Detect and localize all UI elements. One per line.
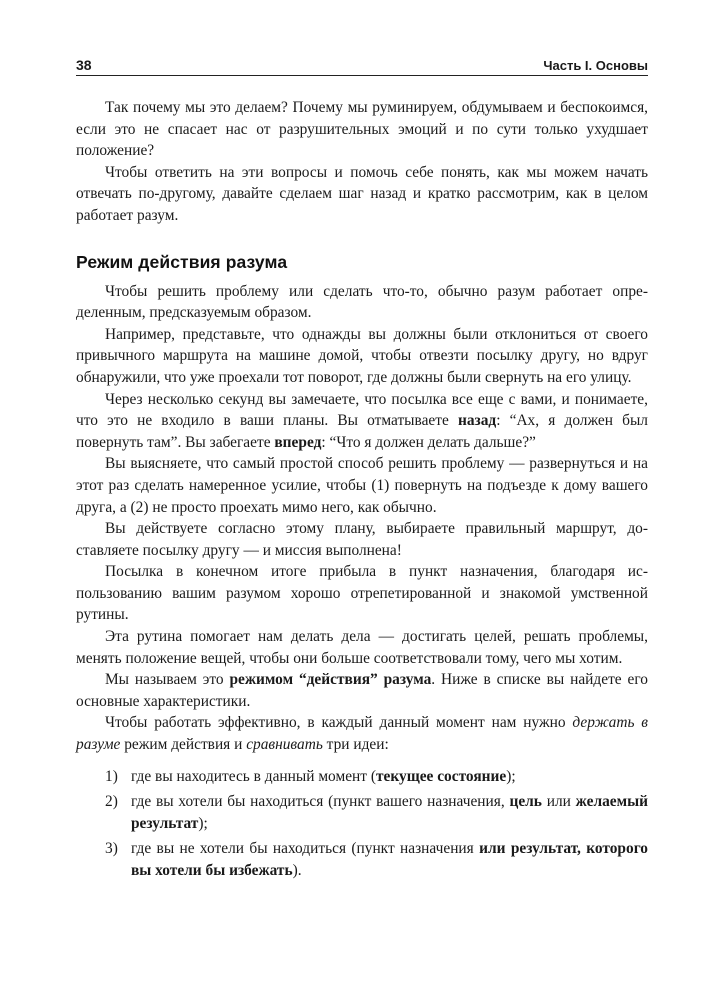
paragraph: Так почему мы это делаем? Почему мы руминируем, обдумываем и беспокоимся, если это не спасает нас от разрушительных эмоций и по сути только ухудшает положение? — [76, 99, 648, 160]
italic-term: сравнивать — [246, 736, 323, 754]
paragraph: Вы выясняете, что самый простой способ решить проблему — развернуться и на этот раз сделать намеренное усилие, чтобы (1) повернуть на подъезде к дому вашего друга, а (2) не просто проехать мимо него, как обычно. — [76, 455, 648, 516]
text-run: ); — [506, 767, 516, 785]
text-run: Через несколько секунд вы замечаете, что посылка все еще с вами, и понимаете, что это не входило в ваши планы. Вы отматываете — [76, 390, 648, 430]
list-item — [76, 791, 648, 834]
running-title: Часть I. Основы — [543, 58, 648, 73]
text-run: режим действия и — [120, 736, 247, 754]
list-item — [76, 838, 648, 881]
list-text — [131, 791, 648, 834]
bold-term: текущее состояние — [375, 767, 507, 785]
paragraph: Чтобы решить проблему или сделать что-то, обычно разум работает определенным, предсказуемым образом. — [76, 282, 648, 322]
bold-term: вперед — [274, 433, 322, 451]
list-text — [131, 766, 648, 788]
bold-term: желаемый результат — [131, 793, 648, 832]
paragraph: Вы действуете согласно этому плану, выбираете правильный маршрут, доставляете посылку другу — и миссия выполнена! — [76, 520, 648, 559]
paragraph: Чтобы ответить на эти вопросы и помочь себе понять, как мы можем начать отвечать по-другому, давайте сделаем шаг назад и кратко рассмотрим, как в целом работает разум. — [76, 163, 648, 224]
page-number: 38 — [76, 57, 92, 73]
text-run: три идеи: — [322, 736, 389, 754]
text-run: ). — [292, 862, 302, 879]
list-number: 2) — [105, 793, 118, 811]
text-run: где вы хотели бы находиться (пункт вашего назначения, — [131, 793, 510, 811]
section-body — [76, 281, 648, 882]
paragraph: Посылка в конечном итоге прибыла в пункт назначения, благодаря использованию вашим разумом хорошо отрепетированной и знакомой умственной рутины. — [76, 563, 648, 624]
paragraph: Например, представьте, что однажды вы должны были отклониться от своего привычного маршрута на машине домой, чтобы отвезти посылку другу, но вдруг обнаружили, что уже проехали тот поворот, где должны были свернуть на его улицу. — [76, 325, 648, 386]
section-heading: Режим действия разума — [76, 251, 288, 272]
text-run: где вы не хотели бы находиться (пункт назначения — [131, 840, 480, 858]
text-run: ); — [198, 814, 208, 832]
paragraph — [76, 389, 648, 454]
text-run: : “Ах, я должен был повернуть там”. Вы забегаете — [76, 412, 648, 451]
paragraph — [76, 712, 648, 755]
book-page — [76, 56, 648, 886]
bold-term: назад — [457, 412, 497, 430]
paragraph — [76, 669, 648, 712]
bold-term: или результат, которого вы хотели бы избежать — [131, 840, 648, 879]
intro-text — [76, 97, 648, 227]
paragraph: Эта рутина помогает нам делать дела — достигать целей, решать проблемы, менять положение вещей, чтобы они больше соответствовали тому, чего мы хотим. — [76, 628, 648, 667]
text-run: . Ниже в списке вы найдете его основные характеристики. — [76, 671, 648, 710]
list-number: 1) — [105, 767, 118, 785]
list-text — [131, 838, 648, 881]
text-run: или — [541, 793, 576, 811]
text-run: Мы называем это — [105, 671, 230, 689]
bold-term: режимом “действия” разума — [229, 671, 432, 689]
ideas-list — [76, 766, 648, 882]
running-header — [76, 56, 648, 76]
list-item — [76, 766, 648, 788]
bold-term: цель — [509, 793, 542, 811]
italic-term: держать в разуме — [76, 714, 648, 754]
text-run: где вы находитесь в данный момент ( — [131, 767, 376, 785]
text-run: Чтобы работать эффективно, в каждый данный момент нам нужно — [105, 714, 573, 732]
list-number: 3) — [105, 840, 118, 858]
text-run: : “Что я должен делать дальше?” — [321, 433, 536, 451]
